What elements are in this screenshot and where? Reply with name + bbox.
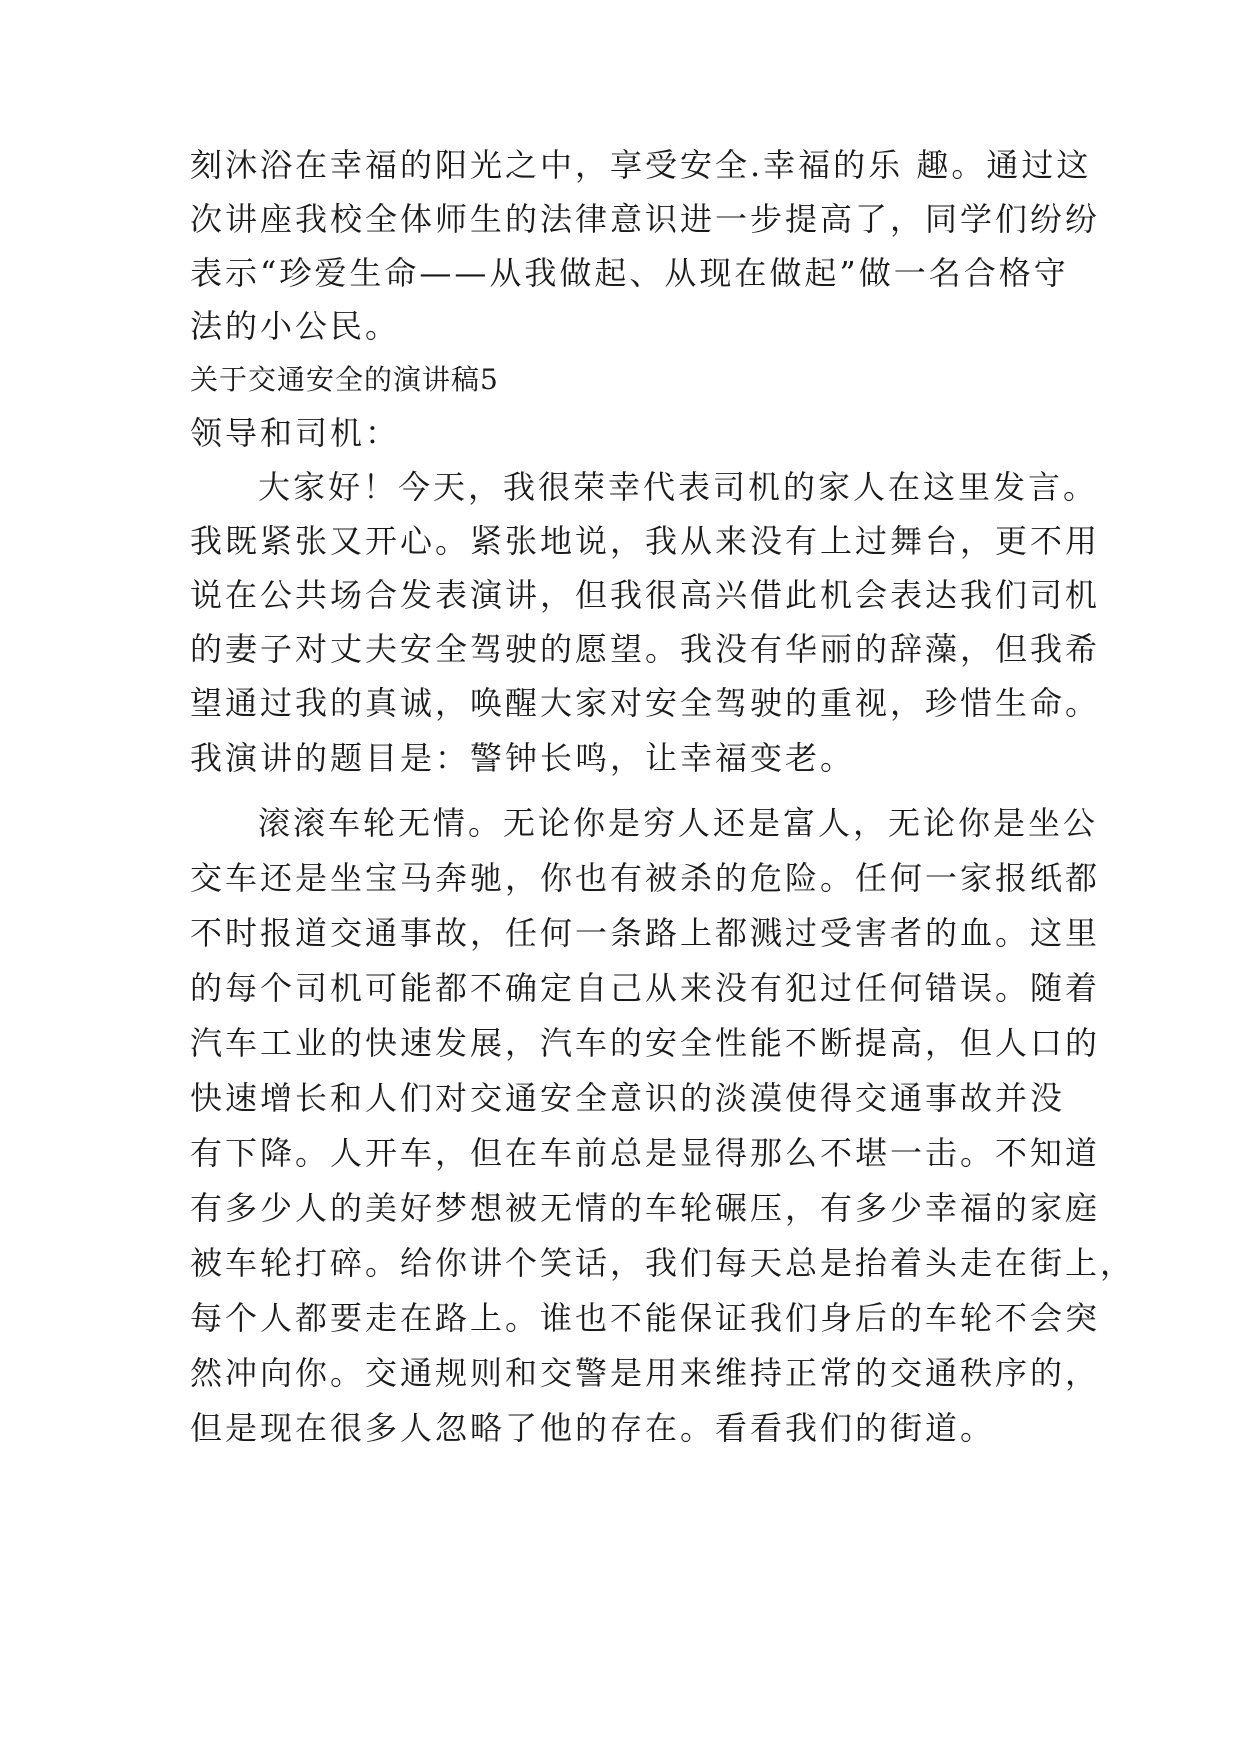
text-line: 大家好！今天，我很荣幸代表司机的家人在这里发言。 — [258, 468, 1099, 506]
text-line: 有下降。人开车，但在车前总是显得那么不堪一击。不知道 — [190, 1134, 1101, 1172]
text-line: 但是现在很多人忽略了他的存在。看看我们的街道。 — [190, 1409, 996, 1447]
text-line: 我演讲的题目是：警钟长鸣，让幸福变老。 — [190, 739, 856, 777]
text-line: 我既紧张又开心。紧张地说，我从来没有上过舞台，更不用 — [190, 522, 1101, 560]
text-line: 法的小公民。 — [190, 307, 401, 345]
text-line: 次讲座我校全体师生的法律意识进一步提高了，同学们纷纷 — [190, 200, 1101, 238]
text-line: 然冲向你。交通规则和交警是用来维持正常的交通秩序的， — [190, 1354, 1101, 1392]
text-line: 望通过我的真诚，唤醒大家对安全驾驶的重视，珍惜生命。 — [190, 684, 1101, 722]
text-line: 刻沐浴在幸福的阳光之中，享受安全.幸福的乐 趣。通过这 — [190, 146, 1092, 184]
text-line: 的每个司机可能都不确定自己从来没有犯过任何错误。随着 — [190, 969, 1101, 1007]
text-line: 不时报道交通事故，任何一条路上都溅过受害者的血。这里 — [190, 914, 1101, 952]
text-line: 的妻子对丈夫安全驾驶的愿望。我没有华丽的辞藻，但我希 — [190, 630, 1101, 668]
text-line: 有多少人的美好梦想被无情的车轮碾压，有多少幸福的家庭 — [190, 1189, 1101, 1227]
text-line: 汽车工业的快速发展，汽车的安全性能不断提高，但人口的 — [190, 1024, 1101, 1062]
section-title: 关于交通安全的演讲稿5 — [190, 363, 499, 396]
text-line: 表示“珍爱生命——从我做起、从现在做起”做一名合格守 — [190, 254, 1069, 292]
text-line: 每个人都要走在路上。谁也不能保证我们身后的车轮不会突 — [190, 1299, 1101, 1337]
text-line: 滚滚车轮无情。无论你是穷人还是富人，无论你是坐公 — [258, 804, 1099, 842]
text-line: 被车轮打碎。给你讲个笑话，我们每天总是抬着头走在街上， — [190, 1244, 1136, 1282]
salutation: 领导和司机： — [190, 414, 401, 452]
text-line: 快速增长和人们对交通安全意识的淡漠使得交通事故并没 — [190, 1079, 1066, 1117]
text-line: 说在公共场合发表演讲，但我很高兴借此机会表达我们司机 — [190, 576, 1101, 614]
text-line: 交车还是坐宝马奔驰，你也有被杀的危险。任何一家报纸都 — [190, 859, 1101, 897]
